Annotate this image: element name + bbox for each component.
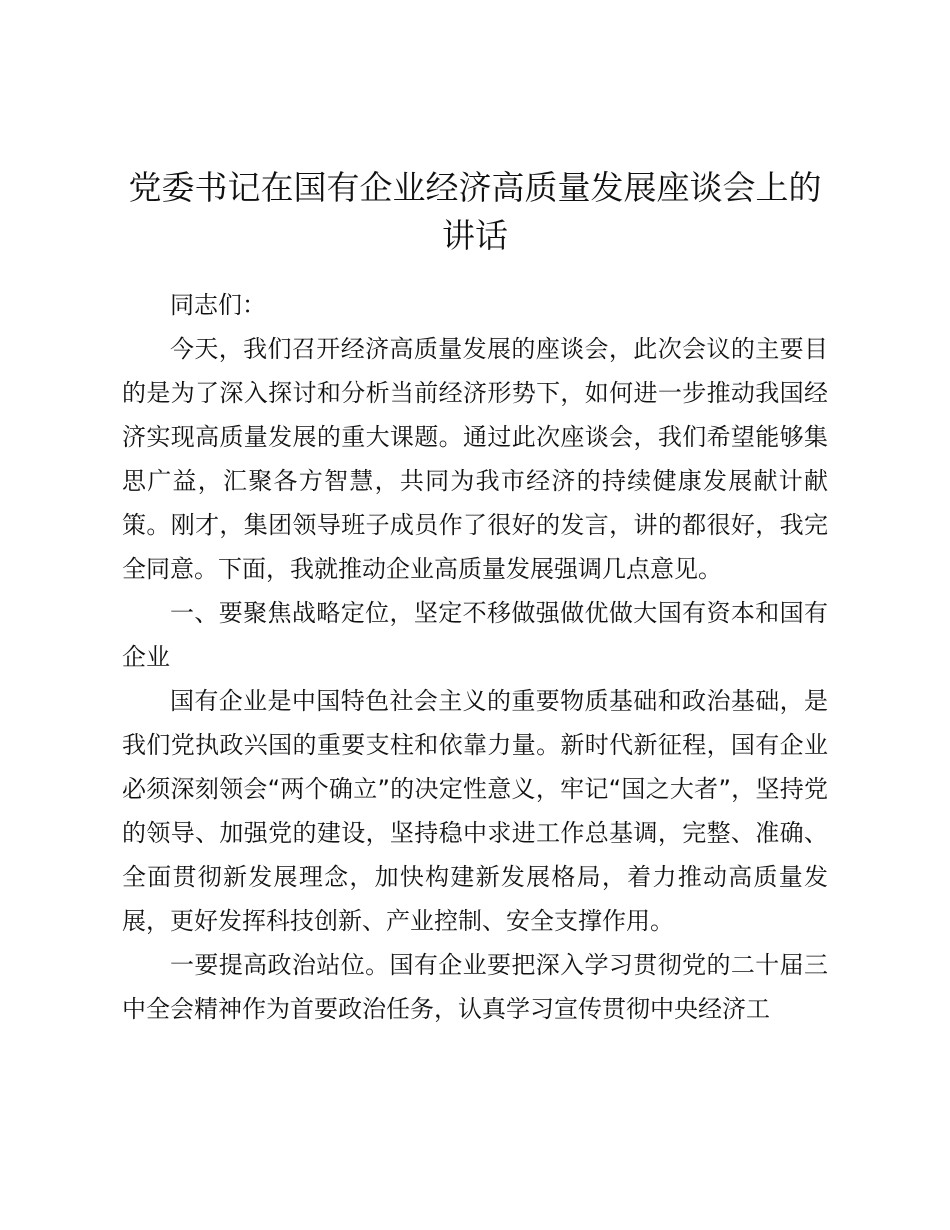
paragraph-political-stance: 一要提高政治站位。国有企业要把深入学习贯彻党的二十届三中全会精神作为首要政治任务，认真学习宣传贯彻中央经济工 bbox=[122, 951, 828, 1023]
document-title: 党委书记在国有企业经济高质量发展座谈会上的讲话 bbox=[128, 168, 822, 255]
paragraph-soe-role: 国有企业是中国特色社会主义的重要物质基础和政治基础，是我们党执政兴国的重要支柱和依靠力量。新时代新征程，国有企业必须深刻领会“两个确立”的决定性意义，牢记“国之大者”，坚持党的领导、加强党的建设，坚持稳中求进工作总基调，完整、准确、全面贯彻新发展理念，加快构建新发展格局，着力推动高质量发展，更好发挥科技创新、产业控制、安全支撑作用。 bbox=[122, 687, 828, 935]
document-body bbox=[122, 283, 828, 1031]
paragraph-intro: 今天，我们召开经济高质量发展的座谈会，此次会议的主要目的是为了深入探讨和分析当前经济形势下，如何进一步推动我国经济实现高质量发展的重大课题。通过此次座谈会，我们希望能够集思广益，汇聚各方智慧，共同为我市经济的持续健康发展献计献策。刚才，集团领导班子成员作了很好的发言，讲的都很好，我完全同意。下面，我就推动企业高质量发展强调几点意见。 bbox=[122, 335, 828, 583]
salutation: 同志们： bbox=[170, 291, 266, 319]
section-heading-1: 一、要聚焦战略定位，坚定不移做强做优做大国有资本和国有企业 bbox=[122, 599, 828, 671]
